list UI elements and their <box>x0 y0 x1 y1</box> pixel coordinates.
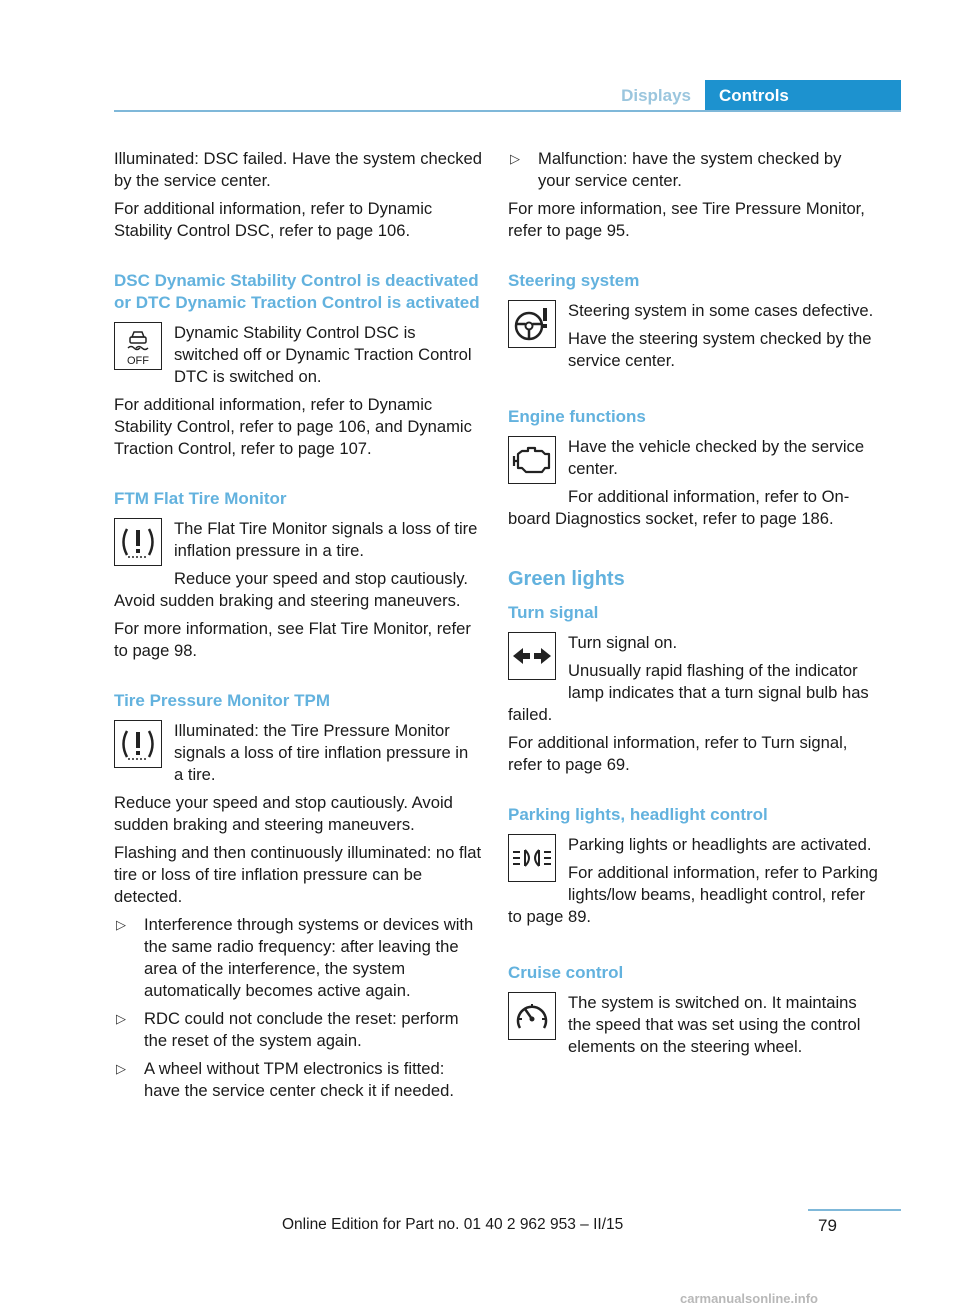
paragraph: For additional information, refer to Dynamic Stability Control, refer to page 106, and Dynamic Traction Control, refer to page 107. <box>114 395 472 458</box>
paragraph: For additional information, refer to Parking lights/low beams, headlight control, refer to page 89. <box>508 863 878 926</box>
section-heading-parking-lights: Parking lights, headlight control <box>508 805 768 824</box>
tire-warning-icon <box>114 720 162 768</box>
turn-signal-icon <box>508 632 556 680</box>
list-item <box>114 914 482 1002</box>
turn-block <box>508 632 878 732</box>
section-heading-tpm: Tire Pressure Monitor TPM <box>114 691 331 710</box>
triangle-bullet-icon: ▷ <box>116 1061 126 1076</box>
right-column <box>508 148 878 1064</box>
section-heading-steering: Steering system <box>508 271 640 290</box>
tire-warning-icon <box>114 518 162 566</box>
page-number: 79 <box>818 1216 837 1235</box>
dsc-off-label: OFF <box>127 355 149 367</box>
section-heading-cruise-control: Cruise control <box>508 963 624 982</box>
section-heading-green-lights: Green lights <box>508 568 625 590</box>
header-section-label: Displays <box>621 86 691 105</box>
section-heading-turn-signal: Turn signal <box>508 603 599 622</box>
cruise-control-icon <box>508 992 556 1040</box>
dsc-off-icon <box>114 322 162 370</box>
paragraph: For additional information, refer to Dynamic Stability Control DSC, refer to page 106. <box>114 199 433 240</box>
paragraph: Dynamic Stability Control DSC is switched off or Dynamic Traction Control DTC is switched on. <box>174 323 472 386</box>
parking-lights-icon <box>508 834 556 882</box>
cruise-block <box>508 992 878 1064</box>
section-heading-dsc: DSC Dynamic Stability Control is deactivated or DTC Dynamic Traction Control is activated <box>114 271 480 312</box>
list-item-text: A wheel without TPM electronics is fitted: have the service center check it if needed. <box>144 1059 454 1100</box>
paragraph: Flashing and then continuously illuminated: no flat tire or loss of tire inflation pressure can be detected. <box>114 843 482 906</box>
list-item-text: RDC could not conclude the reset: perform the reset of the system again. <box>144 1009 459 1050</box>
header-chapter-tab: Controls <box>705 80 901 111</box>
left-column <box>114 148 482 1108</box>
engine-icon <box>508 436 556 484</box>
paragraph: Turn signal on. <box>568 633 678 652</box>
paragraph: Have the vehicle checked by the service center. <box>568 437 865 478</box>
footer-rule <box>808 1209 901 1211</box>
list-item <box>114 1058 482 1102</box>
ftm-block <box>114 518 482 618</box>
list-item-text: Malfunction: have the system checked by your service center. <box>538 149 842 190</box>
paragraph: The system is switched on. It maintains the speed that was set using the control elements on the steering wheel. <box>568 993 861 1056</box>
paragraph: Steering system in some cases defective. <box>568 301 874 320</box>
section-heading-engine: Engine functions <box>508 407 646 426</box>
watermark: carmanualsonline.info <box>680 1291 818 1306</box>
triangle-bullet-icon: ▷ <box>510 151 520 166</box>
footer-edition: Online Edition for Part no. 01 40 2 962 953 – II/15 <box>282 1216 624 1233</box>
paragraph: Parking lights or headlights are activated. <box>568 835 872 854</box>
tpm-block <box>114 720 482 792</box>
steering-block <box>508 300 878 378</box>
paragraph: The Flat Tire Monitor signals a loss of tire inflation pressure in a tire. <box>174 519 478 560</box>
paragraph: Reduce your speed and stop cautiously. Avoid sudden braking and steering maneuvers. <box>114 793 453 834</box>
list-item-text: Interference through systems or devices with the same radio frequency: after leaving the area of the interference, the system automatically becomes active again. <box>144 915 474 1000</box>
paragraph: For additional information, refer to Turn signal, refer to page 69. <box>508 733 848 774</box>
header-rule <box>114 110 901 112</box>
steering-warning-icon <box>508 300 556 348</box>
paragraph: For more information, see Tire Pressure Monitor, refer to page 95. <box>508 199 865 240</box>
paragraph: Illuminated: the Tire Pressure Monitor signals a loss of tire inflation pressure in a tire. <box>174 721 469 784</box>
triangle-bullet-icon: ▷ <box>116 1011 126 1026</box>
paragraph: Reduce your speed and stop cautiously. Avoid sudden braking and steering maneuvers. <box>114 569 468 610</box>
triangle-bullet-icon: ▷ <box>116 917 126 932</box>
parking-block <box>508 834 878 934</box>
dsc-block <box>114 322 482 394</box>
paragraph: Have the steering system checked by the service center. <box>568 329 872 370</box>
paragraph: Illuminated: DSC failed. Have the system checked by the service center. <box>114 149 482 190</box>
engine-block <box>508 436 878 536</box>
paragraph: Unusually rapid flashing of the indicator lamp indicates that a turn signal bulb has failed. <box>508 661 869 724</box>
list-item <box>508 148 878 192</box>
section-heading-ftm: FTM Flat Tire Monitor <box>114 489 287 508</box>
paragraph: For additional information, refer to On-board Diagnostics socket, refer to page 186. <box>508 487 850 528</box>
list-item <box>114 1008 482 1052</box>
paragraph: For more information, see Flat Tire Monitor, refer to page 98. <box>114 619 471 660</box>
